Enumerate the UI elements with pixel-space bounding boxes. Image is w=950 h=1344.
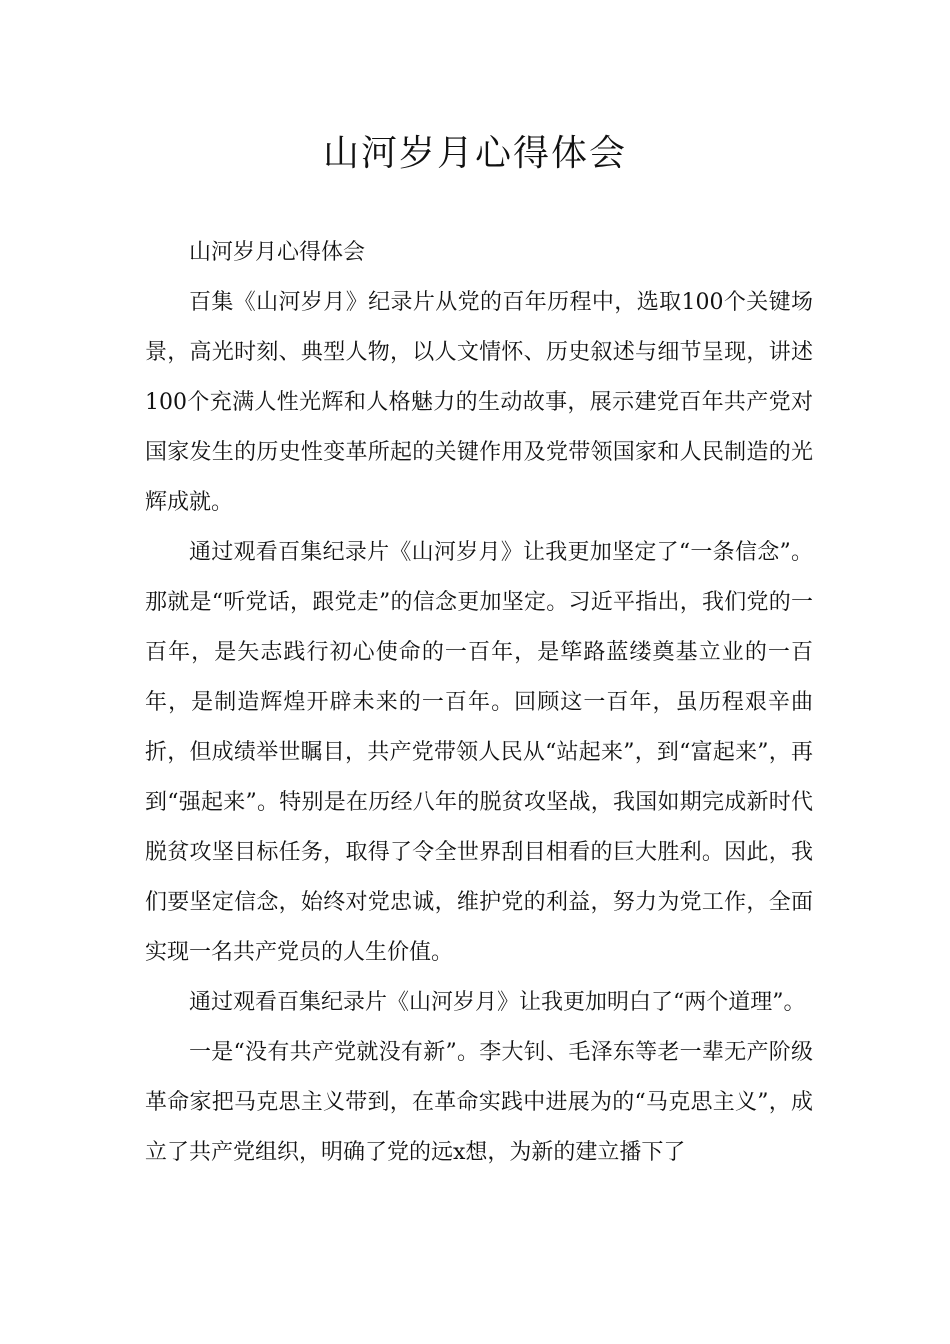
belief-paragraph: 通过观看百集纪录片《山河岁月》让我更加坚定了“一条信念”。那就是“听党话，跟党走”的信念更加坚定。习近平指出，我们党的一百年，是矢志践行初心使命的一百年，是筚路蓝缕奠基立业的一百年，是制造辉煌开辟未来的一百年。回顾这一百年，虽历程艰辛曲折，但成绩举世瞩目，共产党带领人民从“站起来”，到“富起来”，再到“强起来”。特别是在历经八年的脱贫攻坚战，我国如期完成新时代脱贫攻坚目标任务，取得了令全世界刮目相看的巨大胜利。因此，我们要坚定信念，始终对党忠诚，维护党的利益，努力为党工作，全面实现一名共产党员的人生价值。 [145, 540, 813, 965]
two-truths-paragraph: 通过观看百集纪录片《山河岁月》让我更加明白了“两个道理”。 [189, 990, 806, 1015]
intro-paragraph: 百集《山河岁月》纪录片从党的百年历程中，选取100个关键场景，高光时刻、典型人物，以人文情怀、历史叙述与细节呈现，讲述100个充满人性光辉和人格魅力的生动故事，展示建党百年共产党对国家发生的历史性变革所起的关键作用及党带领国家和人民制造的光辉成就。 [145, 290, 813, 515]
document-title: 山河岁月心得体会 [322, 133, 627, 174]
subtitle-paragraph: 山河岁月心得体会 [189, 240, 366, 265]
first-truth-paragraph: 一是“没有共产党就没有新”。李大钊、毛泽东等老一辈无产阶级革命家把马克思主义带到，在革命实践中进展为的“马克思主义”，成立了共产党组织，明确了党的远x想，为新的建立播下了 [145, 1040, 813, 1165]
document-body [145, 228, 813, 1178]
